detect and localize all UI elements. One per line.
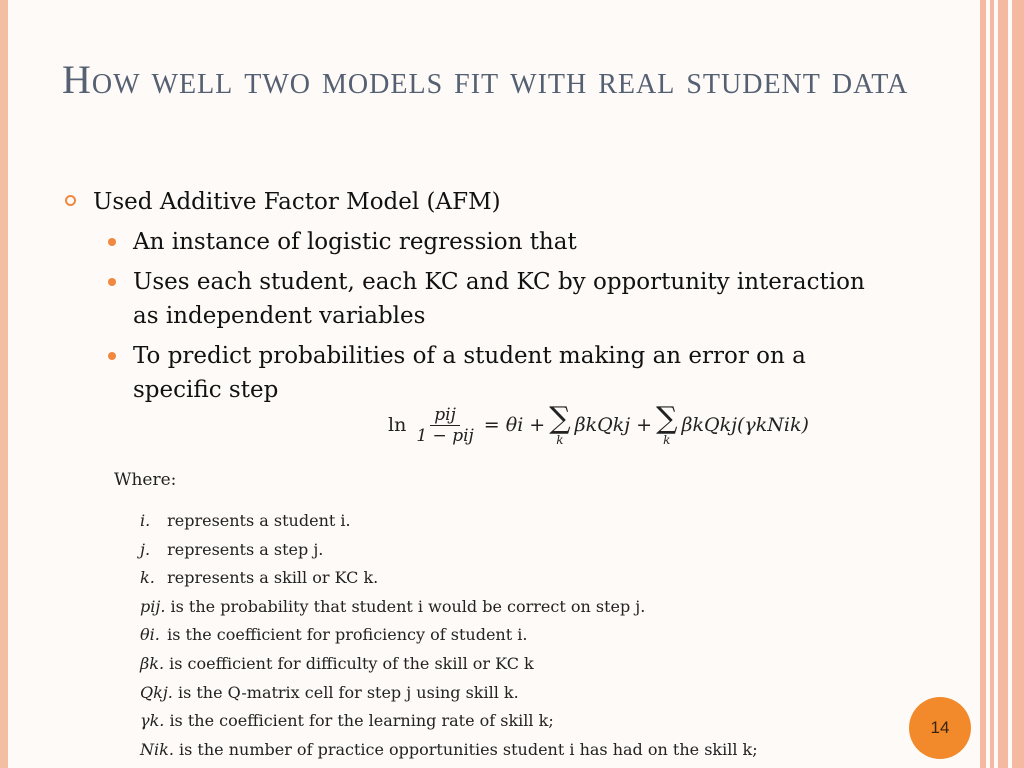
definition-symbol: i. (140, 511, 151, 530)
definition-symbol: θi. (140, 625, 160, 645)
formula-fraction (412, 405, 477, 446)
formula-term1: βkQkj + (574, 414, 653, 436)
formula-sum-2 (656, 401, 678, 447)
definition-symbol: k. (140, 568, 155, 588)
dot-bullet-icon (108, 278, 116, 286)
definition-symbol: j. (140, 539, 151, 559)
sum-symbol: ∑ (549, 401, 571, 436)
sub-bullet-text: To predict probabilities of a student making an error on a specific step (133, 343, 806, 403)
sum-symbol: ∑ (656, 401, 678, 436)
right-stripes-decoration (980, 0, 1024, 768)
definition-item (140, 593, 758, 622)
sub-bullet-text: Uses each student, each KC and KC by opportunity interaction as independent variables (133, 269, 865, 329)
definition-symbol: γk. (140, 711, 165, 731)
slide-title: How well two models fit with real student data (62, 57, 909, 102)
formula-denominator: 1 − pij (416, 425, 474, 446)
definition-item (140, 679, 758, 708)
definition-text: is the coefficient for the learning rate of skill k; (169, 711, 554, 731)
sub-bullet-text: An instance of logistic regression that (133, 229, 577, 255)
dot-bullet-icon (108, 352, 116, 360)
definitions-list (140, 507, 758, 764)
sub-bullet (65, 225, 885, 259)
page-number: 14 (930, 718, 950, 737)
ring-bullet-icon (65, 195, 76, 206)
bullet-level1-text: Used Additive Factor Model (AFM) (93, 189, 501, 215)
definition-item (140, 736, 758, 765)
definition-item (140, 650, 758, 679)
formula-term2: βkQkj(γkNik) (681, 414, 809, 436)
definition-text: is coefficient for difficulty of the skill or KC k (169, 653, 534, 673)
where-label: Where: (114, 470, 177, 490)
sub-bullet (65, 339, 885, 407)
definition-item (140, 621, 758, 650)
formula-ln: ln (388, 414, 407, 436)
definition-text: is the Q-matrix cell for step j using skill k. (177, 682, 519, 702)
afm-formula (388, 401, 809, 447)
formula-sum-1 (549, 401, 571, 447)
definition-text: is the coefficient for proficiency of student i. (167, 625, 528, 645)
bullet-list (65, 185, 885, 407)
sum-index: k (556, 433, 564, 447)
definition-item (140, 536, 758, 565)
definition-item (140, 707, 758, 736)
definition-item (140, 507, 758, 536)
definition-text: is the probability that student i would be correct on step j. (170, 596, 646, 616)
formula-rhs-start: = θi + (483, 414, 546, 436)
definition-symbol: βk. (140, 653, 165, 673)
definition-text: represents a skill or KC k. (167, 568, 379, 588)
bullet-level1 (65, 185, 885, 219)
formula-numerator: pij (430, 405, 460, 426)
page-number-badge (909, 697, 971, 759)
definition-text: is the number of practice opportunities student i has had on the skill k; (179, 739, 758, 759)
sum-index: k (663, 433, 671, 447)
definition-item (140, 564, 758, 593)
definition-symbol: Qkj. (140, 682, 173, 702)
dot-bullet-icon (108, 238, 116, 246)
definition-text: represents a step j. (167, 539, 324, 559)
definition-symbol: Nik. (140, 739, 174, 759)
left-border-decoration (0, 0, 8, 768)
definition-text: represents a student i. (167, 511, 351, 530)
definition-symbol: pij. (140, 596, 166, 616)
sub-bullet (65, 265, 885, 333)
